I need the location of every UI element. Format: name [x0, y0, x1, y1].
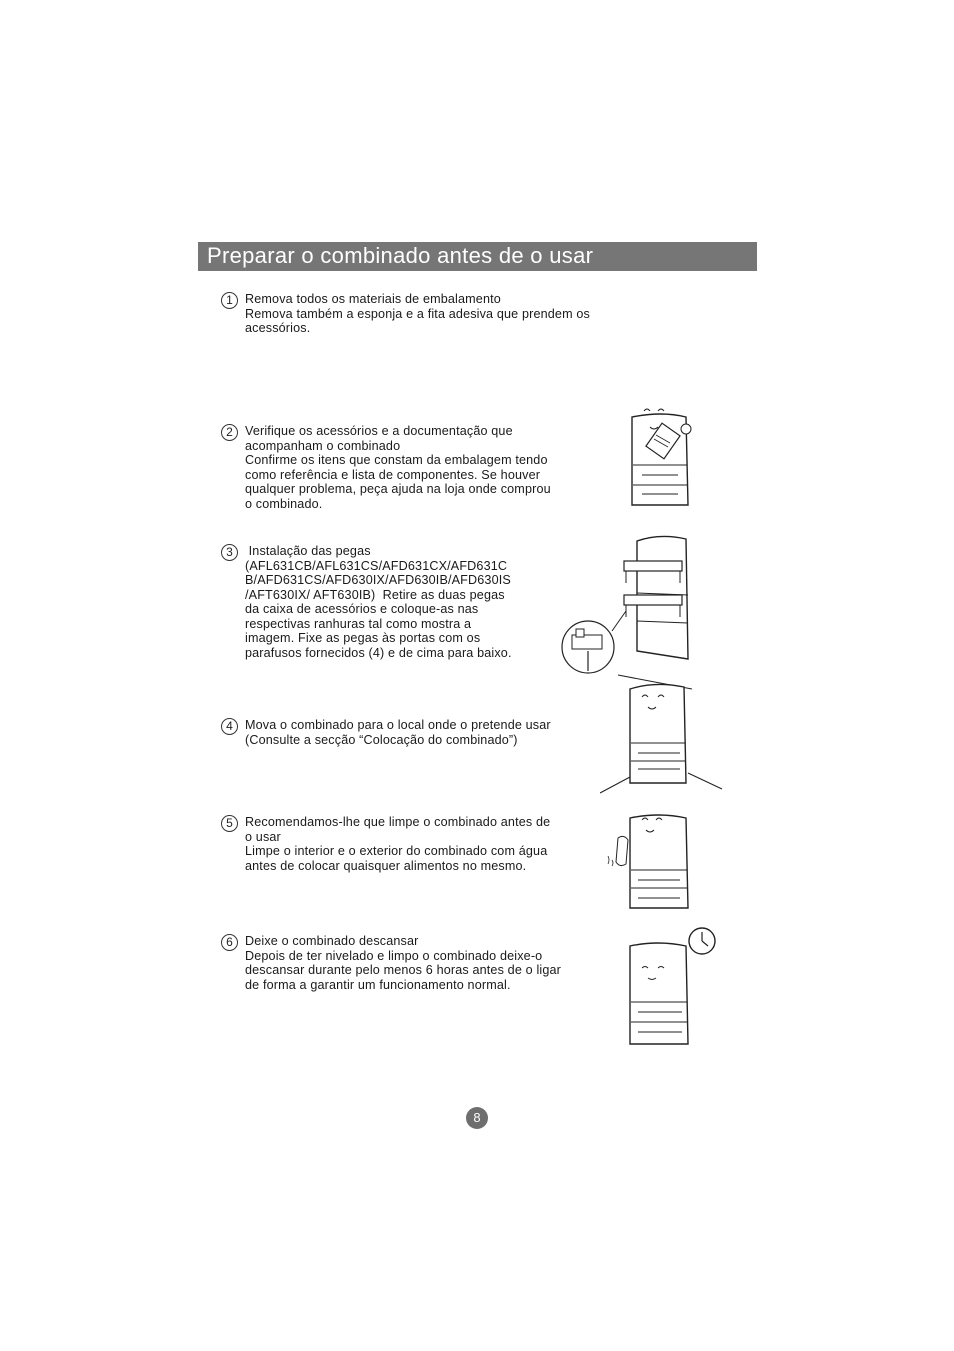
- step-text-6: Deixe o combinado descansar Depois de ter nivelado e limpo o combinado deixe-o descansar durante pelo menos 6 horas antes de o ligar de forma a garantir um funcionamento normal.: [245, 934, 561, 992]
- section-title-bar: [198, 242, 757, 271]
- page-title: Preparar o combinado antes de o usar: [207, 243, 594, 268]
- step-number-5: 5: [221, 815, 238, 832]
- step-number-2: 2: [221, 424, 238, 441]
- step-text-5: Recomendamos-lhe que limpe o combinado antes de o usar Limpe o interior e o exterior do combinado com água antes de colocar quaisquer alimentos no mesmo.: [245, 815, 551, 873]
- step-text-1: Remova todos os materiais de embalamento Remova também a esponja e a fita adesiva que prendem os acessórios.: [245, 292, 590, 335]
- step-text-2: Verifique os acessórios e a documentação que acompanham o combinado Confirme os itens que constam da embalagem tendo como referência e lista de componentes. Se houver qualquer problema, peça ajuda na loja onde comprou o combinado.: [245, 424, 551, 511]
- handle-installation-illustration: [560, 531, 695, 677]
- step-number-1: 1: [221, 292, 238, 309]
- fridge-placement-illustration: [600, 673, 724, 795]
- step-text-4: Mova o combinado para o local onde o pretende usar (Consulte a secção “Colocação do combinado”): [245, 718, 551, 747]
- clock-icon: [689, 928, 715, 954]
- step-number-4: 4: [221, 718, 238, 735]
- step-number-3: 3: [221, 544, 238, 561]
- fridge-documents-illustration: [622, 405, 702, 511]
- page-number: 8: [466, 1107, 488, 1129]
- step-number-6: 6: [221, 934, 238, 951]
- fridge-cleaning-illustration: [604, 808, 694, 914]
- fridge-resting-illustration: [626, 924, 718, 1048]
- step-text-3: Instalação das pegas (AFL631CB/AFL631CS/AFD631CX/AFD631C B/AFD631CS/AFD630IX/AFD630IB/AFD630IS /AFT630IX/ AFT630IB) Retire as duas pegas da caixa de acessórios e coloque-as nas respectivas ranhuras tal como mostra a imagem. Fixe as pegas às portas com os parafusos fornecidos (4) e de cima para baixo.: [245, 544, 512, 660]
